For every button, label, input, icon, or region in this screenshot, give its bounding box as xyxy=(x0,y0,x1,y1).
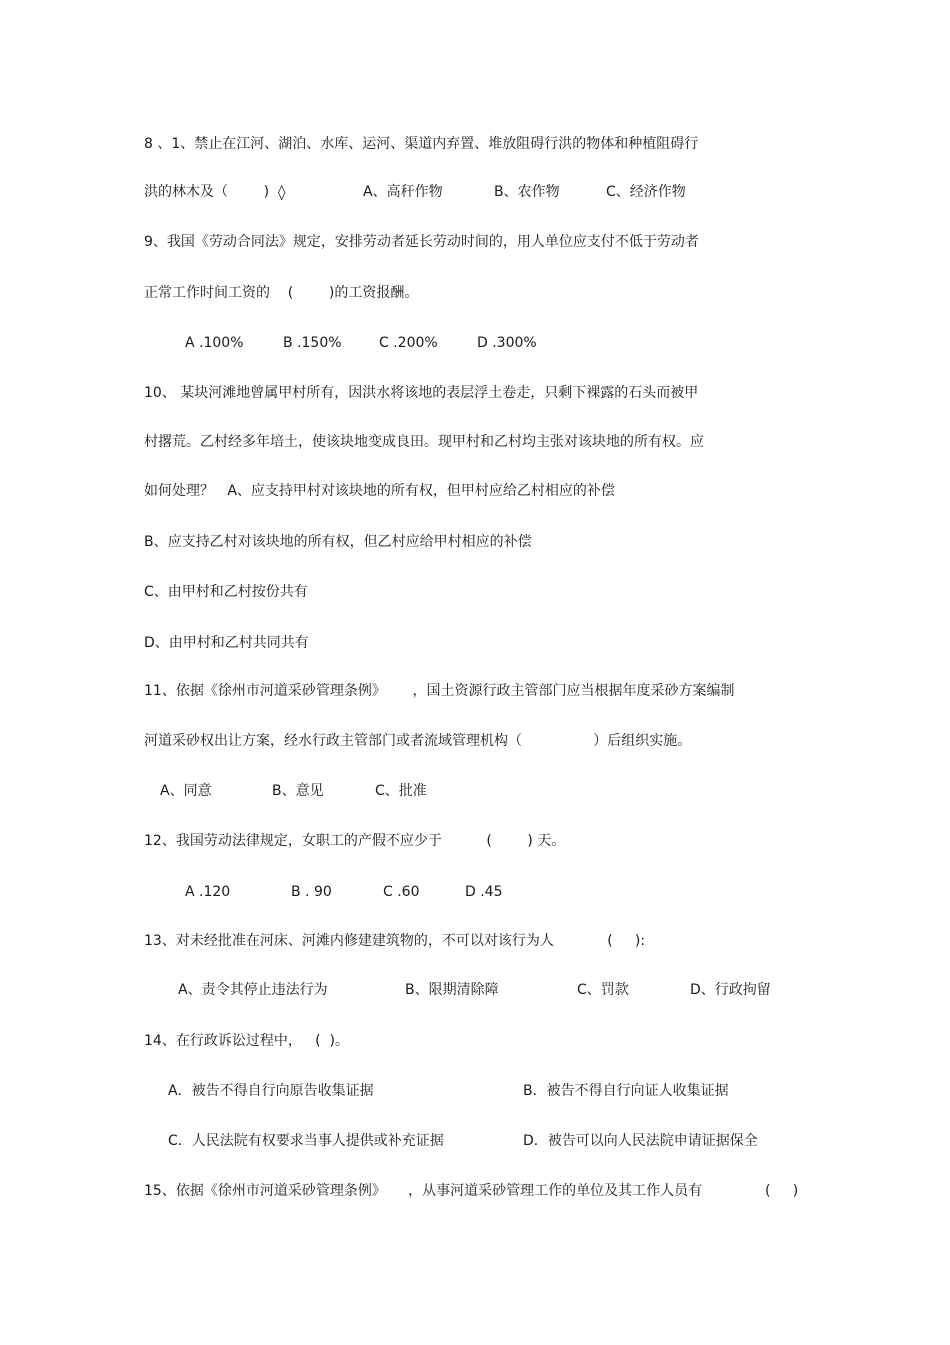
q8-option-a: A、高秆作物 xyxy=(363,184,443,200)
q13-option-a: A、责令其停止违法行为 xyxy=(178,982,328,998)
q13-option-c: C、罚款 xyxy=(577,982,629,998)
q10-line3: 如何处理？ A、应支持甲村对该块地的所有权，但甲村应给乙村相应的补偿 xyxy=(144,483,615,499)
q10-option-d: D、由甲村和乙村共同共有 xyxy=(144,635,309,651)
q8-line1: 8 、1、禁止在江河、湖泊、水库、运河、渠道内弃置、堆放阻碍行洪的物体和种植阻碍行 xyxy=(144,136,699,152)
q11-line1: 11、依据《徐州市河道采砂管理条例》 ，国土资源行政主管部门应当根据年度采砂方案编制 xyxy=(144,683,735,699)
q11-option-c: C、批准 xyxy=(375,783,427,799)
q9-option-a: A .100% xyxy=(185,335,244,351)
q10-line2: 村撂荒。乙村经多年培土，使该块地变成良田。现甲村和乙村均主张对该块地的所有权。应 xyxy=(144,434,704,450)
q12-option-d: D .45 xyxy=(465,884,503,900)
q14-option-a: A．被告不得自行向原告收集证据 xyxy=(168,1083,374,1099)
q8-option-b: B、农作物 xyxy=(494,184,560,200)
q14-line1: 14、在行政诉讼过程中， ( )。 xyxy=(144,1033,349,1049)
q14-option-b: B．被告不得自行向证人收集证据 xyxy=(523,1083,729,1099)
q12-line1: 12、我国劳动法律规定，女职工的产假不应少于 ( ) 天。 xyxy=(144,833,566,849)
q11-option-b: B、意见 xyxy=(272,783,324,799)
q10-line1: 10、 某块河滩地曾属甲村所有，因洪水将该地的表层浮土卷走，只剩下裸露的石头而被甲 xyxy=(144,385,699,401)
q9-option-c: C .200% xyxy=(379,335,438,351)
q8-mark: ◊ xyxy=(278,183,286,201)
q15-paren: ( ) xyxy=(765,1183,799,1199)
q13-option-b: B、限期清除障 xyxy=(405,982,499,998)
q9-option-b: B .150% xyxy=(283,335,342,351)
q13-option-d: D、行政拘留 xyxy=(690,982,771,998)
q12-option-a: A .120 xyxy=(185,884,231,900)
q11-line2: 河道采砂权出让方案，经水行政主管部门或者流域管理机构（ ）后组织实施。 xyxy=(144,733,692,749)
q9-line2: 正常工作时间工资的 ( )的工资报酬。 xyxy=(144,285,419,301)
q15-line1: 15、依据《徐州市河道采砂管理条例》 ，从事河道采砂管理工作的单位及其工作人员有 xyxy=(144,1183,703,1199)
q14-option-c: C．人民法院有权要求当事人提供或补充证据 xyxy=(168,1133,444,1149)
q9-option-d: D .300% xyxy=(477,335,537,351)
q14-option-d: D．被告可以向人民法院申请证据保全 xyxy=(523,1133,758,1149)
q12-option-c: C .60 xyxy=(383,884,420,900)
q9-line1: 9、我国《劳动合同法》规定，安排劳动者延长劳动时间的，用人单位应支付不低于劳动者 xyxy=(144,234,699,250)
q13-line1: 13、对未经批准在河床、河滩内修建建筑物的，不可以对该行为人 ( ): xyxy=(144,933,646,949)
q8-option-c: C、经济作物 xyxy=(606,184,686,200)
q11-option-a: A、同意 xyxy=(160,783,212,799)
q10-option-c: C、由甲村和乙村按份共有 xyxy=(144,584,308,600)
q12-option-b: B . 90 xyxy=(291,884,332,900)
q10-option-b: B、应支持乙村对该块地的所有权，但乙村应给甲村相应的补偿 xyxy=(144,534,532,550)
q8-line2: 洪的林木及（ ) xyxy=(144,184,270,200)
